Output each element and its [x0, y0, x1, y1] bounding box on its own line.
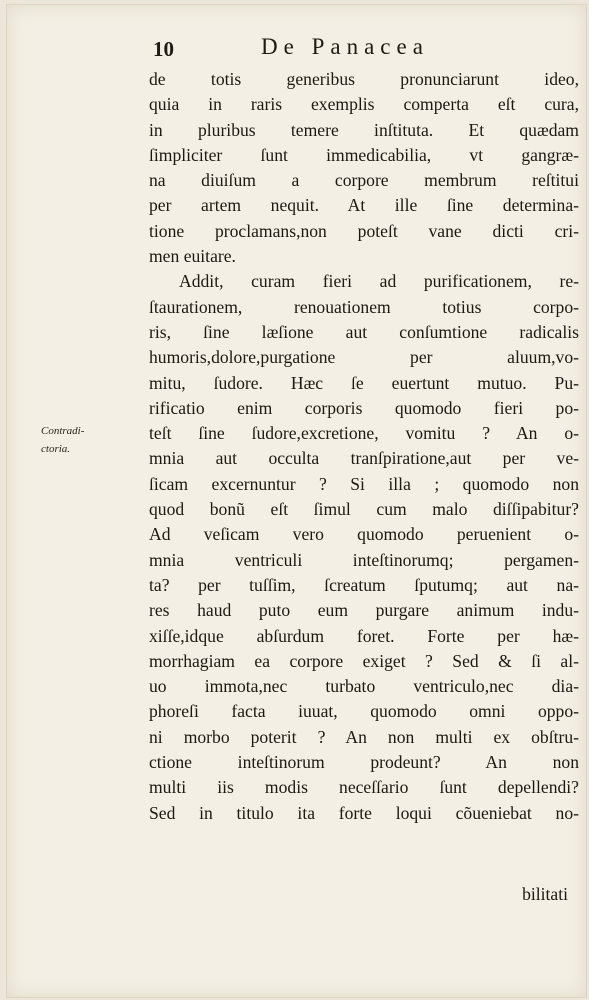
text-line: ris, ſine læſione aut conſumtione radicalis [149, 321, 579, 342]
text-line: tione proclamans,non poteſt vane dicti cri- [149, 220, 579, 241]
text-line: ſimpliciter ſunt immedicabilia, vt gangræ- [149, 144, 579, 165]
text-line: res haud puto eum purgare animum indu- [149, 600, 579, 621]
text-line: humoris,dolore,purgatione per aluum,vo- [149, 347, 579, 368]
text-line: in pluribus temere inſtituta. Et quædam [149, 119, 579, 140]
text-line: Sed in titulo ita forte loqui cõueniebat no- [149, 802, 579, 823]
running-head: De Panacea [261, 34, 429, 59]
text-line: na diuiſum a corpore membrum reſtitui [149, 170, 579, 191]
catchword: bilitati [522, 884, 568, 904]
text-line: ta? per tuſſim, ſcreatum ſputumq; aut na- [149, 574, 579, 595]
text-line: quia in raris exemplis comperta eſt cura, [149, 94, 579, 115]
text-line: ctione inteſtinorum prodeunt? An non [149, 752, 579, 773]
text-line: ni morbo poterit ? An non multi ex obſtru- [149, 726, 579, 747]
text-line: ſicam excernuntur ? Si illa ; quomodo non [149, 473, 579, 494]
margin-note-line: Contradi- [41, 425, 85, 437]
text-line: per artem nequit. At ille ſine determina- [149, 195, 579, 216]
text-line: phoreſi facta iuuat, quomodo omni oppo- [149, 701, 579, 722]
text-line: morrhagiam ea corpore exiget ? Sed & ſi al- [149, 650, 579, 671]
text-line: men euitare. [149, 246, 236, 267]
text-line: de totis generibus pronunciarunt ideo, [149, 69, 579, 89]
text-line: multi iis modis neceſſario ſunt depellendi? [149, 777, 579, 798]
text-line: mnia ventriculi inteſtinorumq; pergamen- [149, 549, 579, 570]
body-text [149, 67, 579, 826]
text-line: teſt ſine ſudore,excretione, vomitu ? An o- [149, 423, 579, 444]
text-line: quod bonũ eſt ſimul cum malo diſſipabitur? [149, 499, 579, 520]
text-line: rificatio enim corporis quomodo fieri po- [149, 397, 579, 418]
text-line: mitu, ſudore. Hæc ſe euertunt mutuo. Pu- [149, 372, 579, 393]
text-line: Addit, curam fieri ad purificationem, re- [179, 271, 579, 292]
text-line: Ad veſicam vero quomodo peruenient o- [149, 524, 579, 545]
margin-note [41, 422, 84, 458]
page-number: 10 [153, 37, 174, 61]
text-line: mnia aut occulta tranſpiratione,aut per ve- [149, 448, 579, 469]
text-line: ſtaurationem, renouationem totius corpo- [149, 296, 579, 317]
book-page [6, 4, 587, 998]
margin-note-line: ctoria. [41, 443, 71, 455]
text-line: uo immota,nec turbato ventriculo,nec dia- [149, 676, 579, 697]
text-line: xiſſe,idque abſurdum foret. Forte per hæ- [149, 625, 579, 646]
